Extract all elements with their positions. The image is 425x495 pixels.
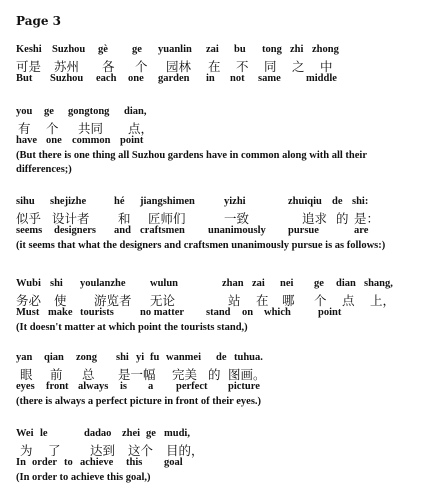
hanzi-word: 的: [336, 211, 349, 226]
sentence-block-2: [16, 104, 421, 177]
hanzi-word: 是：: [354, 211, 380, 226]
sentence-block-1: [16, 42, 421, 87]
hanzi-word: 为: [20, 443, 33, 458]
english-word: eyes: [16, 381, 35, 392]
pinyin-word: dian: [336, 278, 356, 289]
hanzi-word: 无论: [150, 293, 176, 308]
hanzi-word: 园林: [166, 59, 192, 74]
translation: (But there is one thing all Suzhou gardens have in common along with all their differences;): [16, 150, 367, 175]
pinyin-word: yizhi: [224, 196, 246, 207]
hanzi-row: [16, 441, 421, 456]
pinyin-row: [16, 42, 421, 57]
pinyin-word: gè: [98, 44, 108, 55]
pinyin-word: de: [332, 196, 343, 207]
english-word: point: [120, 135, 144, 146]
hanzi-word: 眼: [20, 367, 33, 382]
english-word: make: [48, 307, 73, 318]
hanzi-word: 目的，: [166, 443, 204, 458]
english-word: each: [96, 73, 117, 84]
pinyin-word: tuhua.: [234, 352, 263, 363]
pinyin-word: dadao: [84, 428, 112, 439]
english-row: [16, 72, 421, 87]
hanzi-word: 个: [314, 293, 327, 308]
hanzi-word: 前: [50, 367, 63, 382]
pinyin-word: you: [16, 106, 33, 117]
english-word: one: [46, 135, 62, 146]
english-word: have: [16, 135, 37, 146]
english-row: [16, 456, 421, 471]
pinyin-word: zai: [206, 44, 219, 55]
english-row: [16, 380, 421, 395]
pinyin-word: ge: [146, 428, 156, 439]
pinyin-word: fu: [150, 352, 160, 363]
english-word: goal: [164, 457, 183, 468]
hanzi-word: 共同: [78, 121, 104, 136]
sentence-block-5: [16, 350, 421, 409]
english-word: tourists: [80, 307, 114, 318]
english-word: garden: [158, 73, 190, 84]
english-word: in: [206, 73, 215, 84]
english-word: not: [230, 73, 245, 84]
hanzi-word: 哪: [282, 293, 295, 308]
pinyin-word: tong: [262, 44, 282, 55]
english-word: craftsmen: [140, 225, 185, 236]
hanzi-word: 务必: [16, 293, 42, 308]
pinyin-word: wulun: [150, 278, 179, 289]
pinyin-row: [16, 276, 421, 291]
pinyin-word: qian: [44, 352, 64, 363]
pinyin-word: zhuiqiu: [288, 196, 322, 207]
pinyin-word: wanmei: [166, 352, 201, 363]
hanzi-word: 苏州: [54, 59, 80, 74]
english-word: no matter: [140, 307, 185, 318]
pinyin-word: hé: [114, 196, 125, 207]
pinyin-word: yi: [136, 352, 145, 363]
pinyin-row: [16, 104, 421, 119]
english-word: common: [72, 135, 111, 146]
pinyin-word: mudi,: [164, 428, 190, 439]
english-word: middle: [306, 73, 337, 84]
hanzi-word: 一致: [224, 211, 250, 226]
hanzi-word: 是一幅: [118, 367, 156, 382]
english-word: front: [46, 381, 69, 392]
english-word: one: [128, 73, 144, 84]
hanzi-word: 设计者: [52, 211, 90, 226]
hanzi-word: 站: [228, 293, 241, 308]
pinyin-row: [16, 194, 421, 209]
hanzi-word: 完美: [172, 367, 198, 382]
pinyin-word: youlanzhe: [80, 278, 126, 289]
pinyin-word: ge: [44, 106, 54, 117]
pinyin-word: zong: [76, 352, 97, 363]
english-word: always: [78, 381, 109, 392]
hanzi-word: 上，: [370, 293, 396, 308]
english-word: Suzhou: [50, 73, 84, 84]
pinyin-word: gongtong: [68, 106, 110, 117]
pinyin-word: shang,: [364, 278, 393, 289]
english-word: pursue: [288, 225, 319, 236]
hanzi-word: 和: [118, 211, 131, 226]
pinyin-word: Wubi: [16, 278, 41, 289]
pinyin-word: zhi: [290, 44, 304, 55]
pinyin-word: zhan: [222, 278, 244, 289]
english-word: are: [354, 225, 369, 236]
hanzi-word: 同: [264, 59, 277, 74]
hanzi-word: 有: [18, 121, 31, 136]
pinyin-row: [16, 350, 421, 365]
pinyin-word: de: [216, 352, 227, 363]
pinyin-word: dian,: [124, 106, 147, 117]
pinyin-word: jiangshimen: [140, 196, 195, 207]
hanzi-word: 在: [256, 293, 269, 308]
hanzi-word: 使: [54, 293, 67, 308]
hanzi-word: 在: [208, 59, 221, 74]
pinyin-word: Wei: [16, 428, 34, 439]
pinyin-word: shi: [50, 278, 63, 289]
hanzi-word: 各: [102, 59, 115, 74]
english-word: point: [318, 307, 342, 318]
hanzi-word: 的: [208, 367, 221, 382]
hanzi-word: 个: [46, 121, 59, 136]
hanzi-row: [16, 119, 421, 134]
hanzi-row: [16, 57, 421, 72]
english-word: But: [16, 73, 33, 84]
english-word: this: [126, 457, 143, 468]
pinyin-word: nei: [280, 278, 294, 289]
translation: (there is always a perfect picture in front of their eyes.): [16, 396, 262, 407]
hanzi-word: 匠师们: [148, 211, 186, 226]
english-word: picture: [228, 381, 260, 392]
hanzi-word: 似乎: [16, 211, 42, 226]
hanzi-row: [16, 365, 421, 380]
english-word: on: [242, 307, 254, 318]
english-word: Must: [16, 307, 40, 318]
pinyin-word: sihu: [16, 196, 35, 207]
translation: (In order to achieve this goal,): [16, 472, 151, 483]
hanzi-word: 不: [236, 59, 249, 74]
pinyin-word: shi: [116, 352, 129, 363]
english-word: order: [32, 457, 58, 468]
translation: (It doesn't matter at which point the tourists stand,): [16, 322, 248, 333]
english-word: which: [264, 307, 291, 318]
hanzi-word: 个: [135, 59, 148, 74]
sentence-block-3: [16, 194, 421, 253]
pinyin-word: Suzhou: [52, 44, 86, 55]
english-word: In: [16, 457, 26, 468]
pinyin-word: zai: [252, 278, 265, 289]
sentence-block-6: [16, 426, 421, 485]
pinyin-word: ge: [314, 278, 324, 289]
english-row: [16, 224, 421, 239]
hanzi-word: 点，: [128, 121, 154, 136]
english-word: stand: [206, 307, 231, 318]
hanzi-word: 点: [342, 293, 355, 308]
english-row: [16, 134, 421, 149]
pinyin-row: [16, 426, 421, 441]
english-word: perfect: [176, 381, 208, 392]
translation: (it seems that what the designers and craftsmen unanimously pursue is as follows:): [16, 240, 386, 251]
hanzi-row: [16, 209, 421, 224]
pinyin-word: yuanlin: [158, 44, 192, 55]
hanzi-word: 总: [82, 367, 95, 382]
hanzi-word: 图画。: [228, 367, 266, 382]
hanzi-word: 中: [320, 59, 333, 74]
page-label: Page 3: [16, 14, 62, 28]
pinyin-word: bu: [234, 44, 246, 55]
pinyin-word: zhong: [312, 44, 339, 55]
english-word: a: [148, 381, 154, 392]
pinyin-word: le: [40, 428, 48, 439]
english-word: seems: [16, 225, 43, 236]
pinyin-word: zhei: [122, 428, 141, 439]
english-word: achieve: [80, 457, 114, 468]
hanzi-row: [16, 291, 421, 306]
hanzi-word: 这个: [128, 443, 154, 458]
english-row: [16, 306, 421, 321]
pinyin-word: shi:: [352, 196, 369, 207]
english-word: to: [64, 457, 73, 468]
hanzi-word: 了: [48, 443, 61, 458]
english-word: designers: [54, 225, 96, 236]
hanzi-word: 游览者: [94, 293, 132, 308]
pinyin-word: Keshi: [16, 44, 42, 55]
english-word: same: [258, 73, 281, 84]
hanzi-word: 达到: [90, 443, 116, 458]
hanzi-word: 之: [292, 59, 305, 74]
pinyin-word: ge: [132, 44, 142, 55]
pinyin-word: shejizhe: [50, 196, 87, 207]
english-word: is: [120, 381, 128, 392]
english-word: unanimously: [208, 225, 266, 236]
hanzi-word: 追求: [302, 211, 328, 226]
hanzi-word: 可是: [16, 59, 42, 74]
pinyin-word: yan: [16, 352, 33, 363]
english-word: and: [114, 225, 131, 236]
sentence-block-4: [16, 276, 421, 335]
